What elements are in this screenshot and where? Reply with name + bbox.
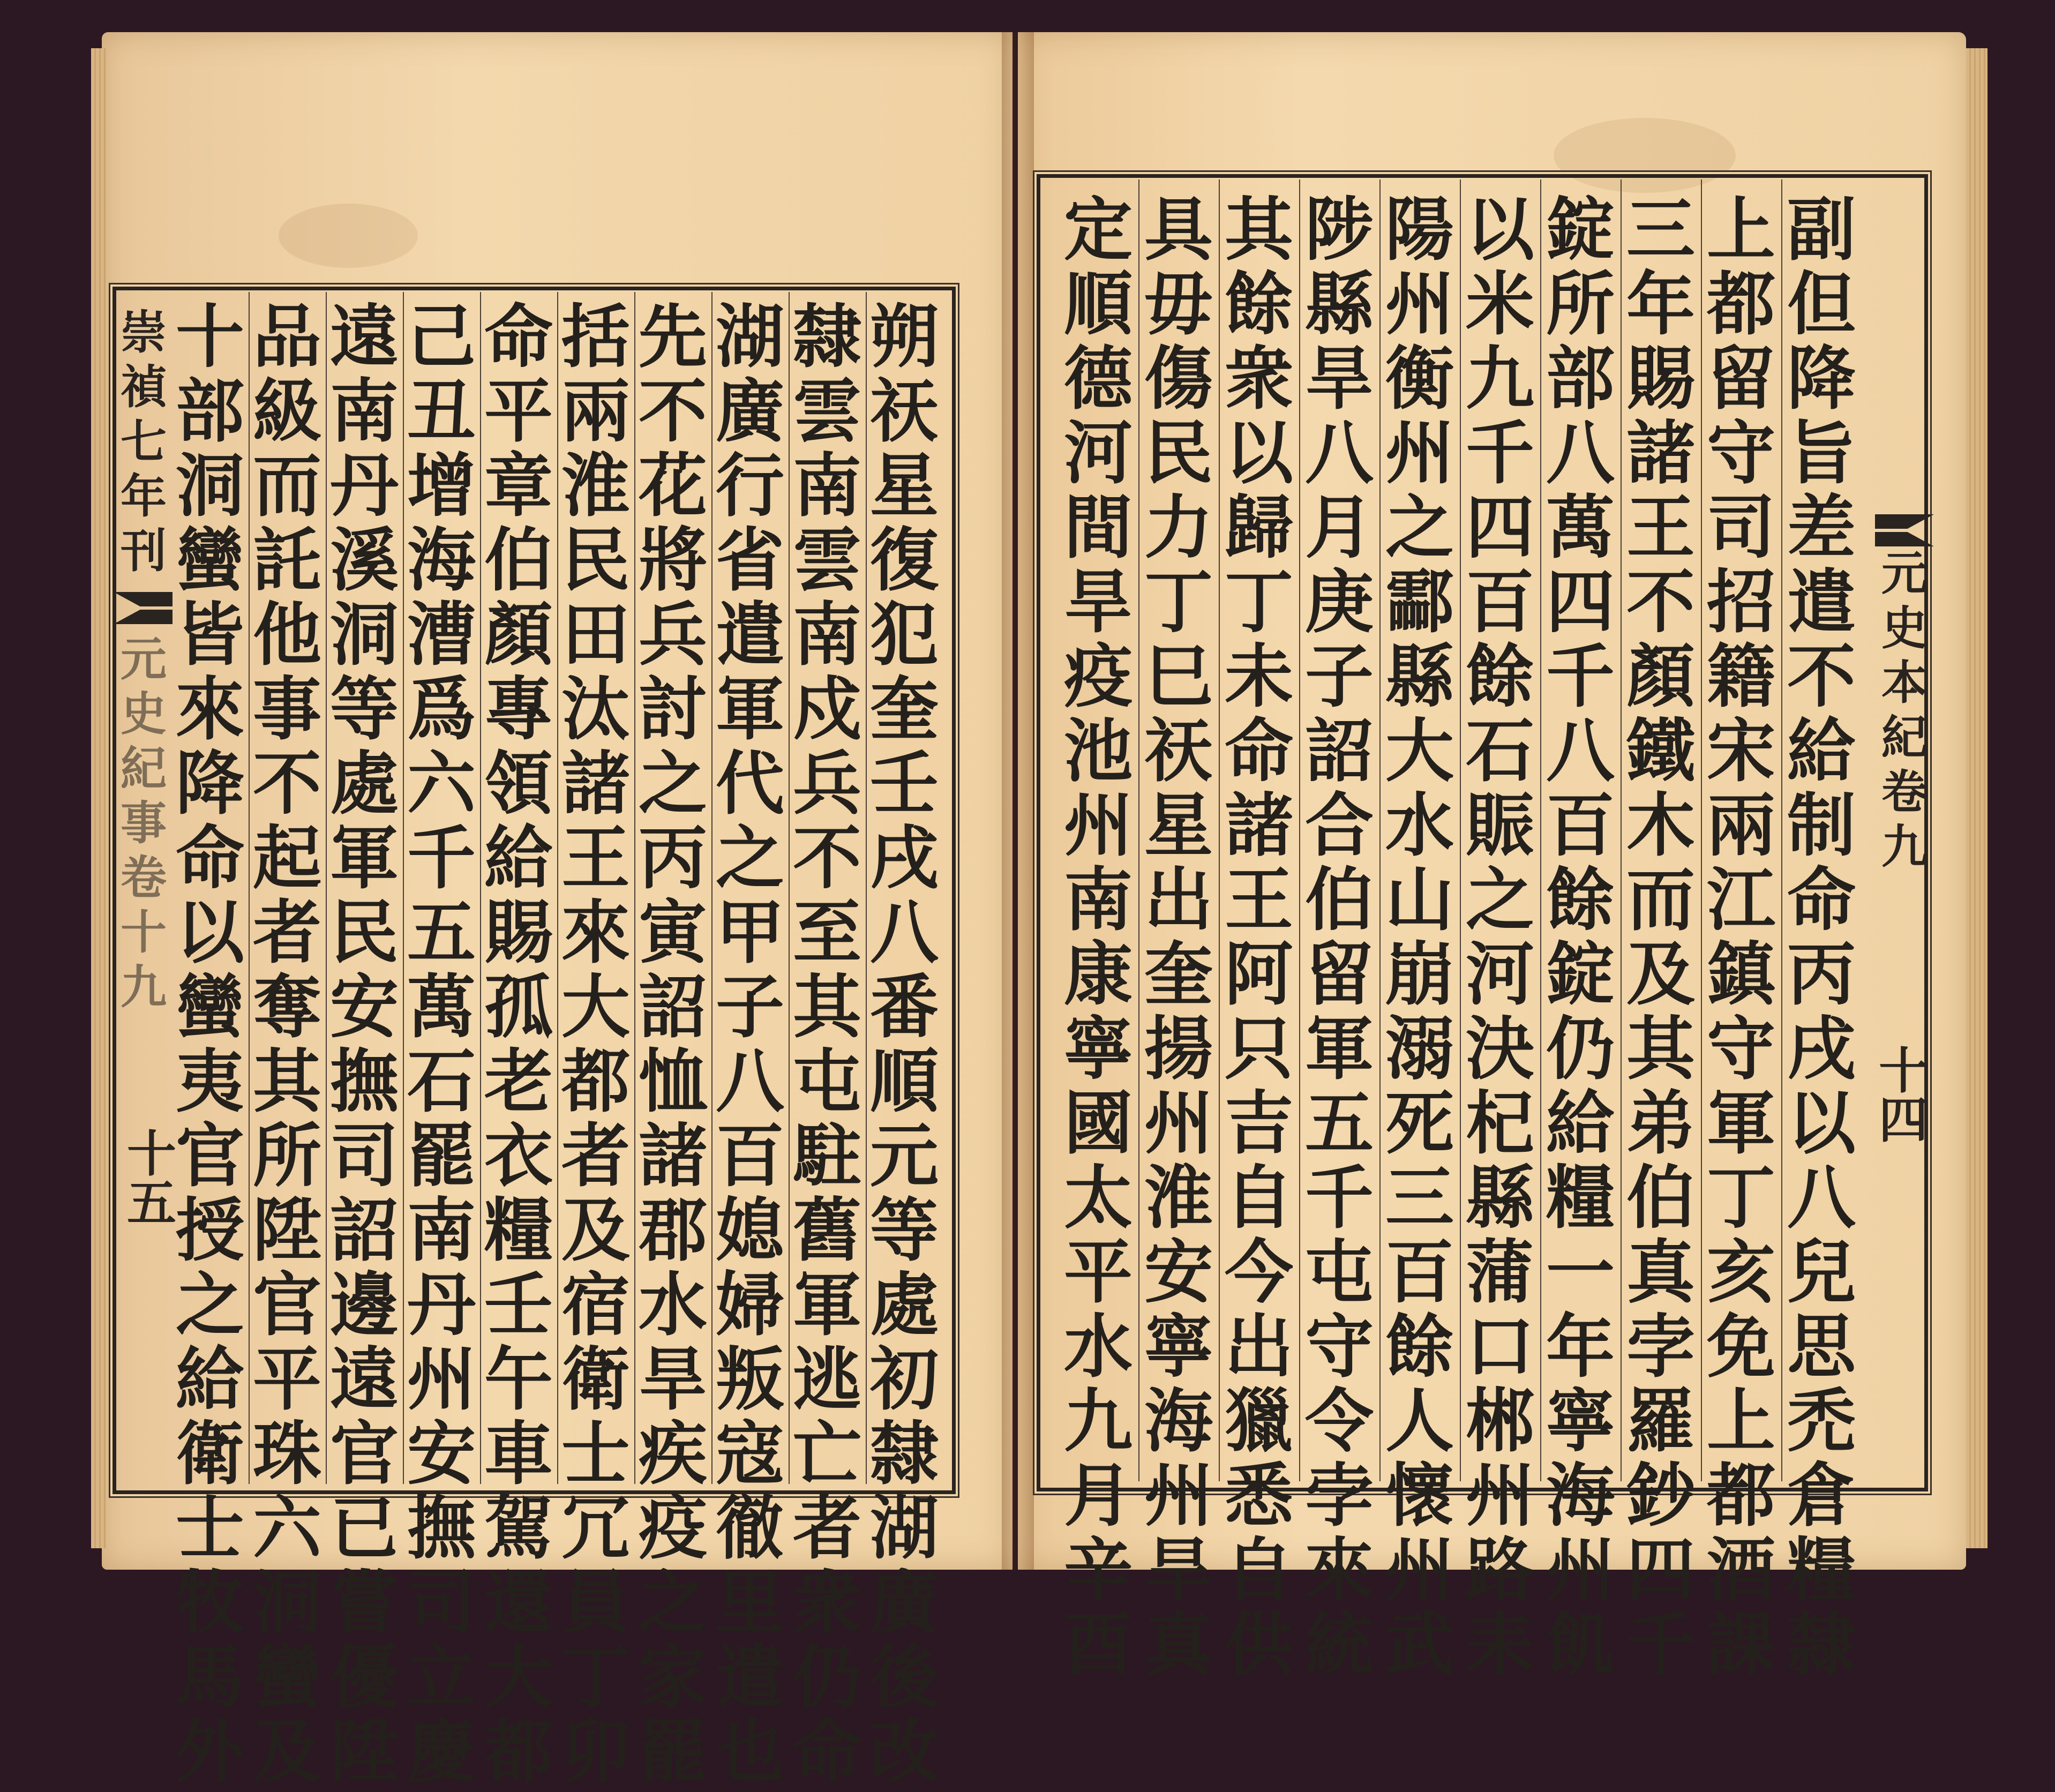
column-divider <box>1781 179 1782 1481</box>
margin-char: 刊 <box>121 524 167 578</box>
text-column: 錠 所 部 八 萬 四 千 八 百 餘 錠 仍 給 糧 一 年 寧 海 州 飢 <box>1546 190 1615 1685</box>
text-column: 己 丑 增 海 漕 爲 六 千 五 萬 石 罷 南 丹 州 安 撫 司 立 慶 <box>407 297 476 1792</box>
left-page-number: 十五 <box>119 1128 177 1226</box>
column-divider <box>1460 179 1461 1481</box>
text-column: 遠 南 丹 溪 洞 等 處 軍 民 安 撫 司 詔 邊 遠 官 已 嘗 優 陞 <box>329 297 399 1792</box>
text-column: 命 平 章 伯 顏 專 領 給 賜 孤 老 衣 糧 壬 午 車 駕 還 大 都 <box>484 297 553 1792</box>
margin-char: 卷 <box>121 851 167 905</box>
left-page-edge <box>91 48 106 1548</box>
margin-char: 七 <box>121 415 167 469</box>
margin-char: 元 <box>1881 546 1928 601</box>
text-column: 其 餘 衆 以 歸 丁 未 命 諸 王 阿 只 吉 自 今 出 獵 悉 自 供 <box>1224 190 1293 1685</box>
text-column: 上 都 留 守 司 招 籍 宋 兩 江 鎮 守 軍 丁 亥 免 上 都 酒 課 <box>1706 190 1775 1685</box>
margin-char: 卷 <box>1881 765 1928 819</box>
column-divider <box>866 292 867 1484</box>
column-divider <box>1379 179 1381 1481</box>
text-column: 陽 州 衡 州 之 酃 縣 大 水 山 崩 溺 死 三 百 餘 人 懷 州 武 <box>1385 190 1454 1685</box>
right-page-edge <box>1966 48 1988 1548</box>
margin-char: 九 <box>121 960 167 1014</box>
text-column: 朔 祆 星 復 犯 奎 壬 戌 八 番 順 元 等 處 初 隸 湖 廣 後 改 <box>869 297 939 1792</box>
column-divider <box>1138 179 1139 1481</box>
margin-char: 九 <box>1881 820 1928 874</box>
column-divider <box>789 292 790 1484</box>
text-column: 十 部 洞 蠻 皆 來 降 命 以 蠻 夷 官 授 之 給 衛 士 牧 馬 外 <box>175 297 244 1792</box>
paper-stain <box>279 204 418 268</box>
margin-char: 史 <box>121 687 167 741</box>
right-margin-title <box>1875 546 1934 874</box>
column-divider <box>634 292 635 1484</box>
column-divider <box>480 292 481 1484</box>
column-divider <box>326 292 327 1484</box>
column-divider <box>1540 179 1541 1481</box>
margin-char: 元 <box>121 632 167 686</box>
left-edition-label <box>117 305 170 579</box>
text-column: 具 毋 傷 民 力 丁 巳 祆 星 出 奎 揚 州 淮 安 寧 海 州 旱 真 <box>1144 190 1213 1685</box>
column-divider <box>403 292 404 1484</box>
margin-char: 年 <box>121 469 167 523</box>
left-margin-title <box>117 632 170 1015</box>
book-gutter <box>1002 32 1034 1570</box>
margin-char: 事 <box>121 796 167 850</box>
column-divider <box>1621 179 1622 1481</box>
margin-char: 十 <box>121 905 167 959</box>
column-divider <box>557 292 558 1484</box>
text-column: 定 順 德 河 間 旱 疫 池 州 南 康 寧 國 太 平 水 九 月 辛 酉 <box>1063 190 1132 1685</box>
text-column: 陟 縣 旱 八 月 庚 子 詔 合 伯 留 軍 五 千 屯 守 令 孛 來 統 <box>1304 190 1374 1685</box>
margin-char: 崇 <box>121 305 167 359</box>
text-column: 副 但 降 旨 差 遣 不 給 制 命 丙 戌 以 八 兒 思 禿 倉 糧 隸 <box>1787 190 1856 1685</box>
margin-char: 史 <box>1881 601 1928 655</box>
column-divider <box>1299 179 1300 1481</box>
text-column: 隸 雲 南 雲 南 戍 兵 不 至 其 屯 駐 舊 軍 逃 亡 者 衆 仍 命 <box>792 297 861 1792</box>
text-column: 三 年 賜 諸 王 不 顏 鐵 木 而 及 其 弟 伯 真 孛 羅 鈔 四 千 <box>1626 190 1695 1685</box>
margin-char: 禎 <box>121 360 167 414</box>
margin-char: 本 <box>1881 656 1928 710</box>
margin-char: 紀 <box>1881 710 1928 764</box>
margin-char: 紀 <box>121 741 167 796</box>
column-divider <box>1701 179 1702 1481</box>
column-divider <box>711 292 712 1484</box>
text-column: 以 米 九 千 四 百 餘 石 賑 之 河 決 杞 縣 蒲 口 郴 州 路 耒 <box>1465 190 1534 1685</box>
column-divider <box>249 292 250 1484</box>
text-column: 先 不 花 將 兵 討 之 丙 寅 詔 恤 諸 郡 水 旱 疾 疫 之 家 罷 <box>638 297 707 1792</box>
right-page-number: 十四 <box>1871 1045 1929 1143</box>
text-column: 括 兩 淮 民 田 汰 諸 王 來 大 都 者 及 宿 衛 士 冗 員 丁 卯 <box>561 297 630 1792</box>
text-column: 品 級 而 託 他 事 不 起 者 奪 其 所 陞 官 平 珠 六 洞 蠻 及 <box>252 297 321 1792</box>
text-column: 湖 廣 行 省 遣 軍 代 之 甲 子 八 百 媳 婦 叛 寇 徹 里 遣 也 <box>715 297 784 1792</box>
column-divider <box>1219 179 1220 1481</box>
